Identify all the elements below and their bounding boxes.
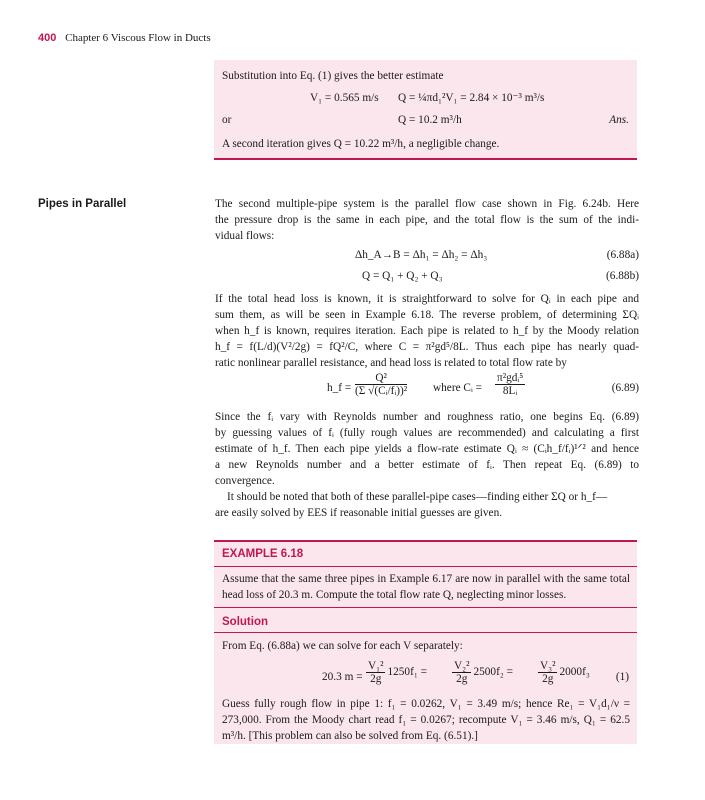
eq-689-denominator: (Σ √(Cᵢ/fᵢ))²	[355, 385, 408, 397]
t2-numerator: V₂²	[454, 660, 470, 672]
term-1	[364, 660, 427, 685]
term-2	[450, 660, 513, 685]
example-title-bar	[214, 542, 637, 566]
or-label: or	[222, 114, 232, 126]
solution-intro: From Eq. (6.88a) we can solve for each V separately:	[222, 640, 463, 652]
t2-coef: 2500f₂ =	[473, 666, 513, 679]
summary-bottom-rule	[214, 158, 637, 160]
second-iteration: A second iteration gives Q = 10.22 m³/h, a negligible change.	[222, 138, 500, 150]
c-numerator: π²gdᵢ⁵	[497, 372, 524, 384]
eq-689-number: (6.89)	[611, 382, 639, 394]
eq-688b-text: Q = Q₁ + Q₂ + Q₃	[362, 270, 443, 282]
para2-line: when h_f is known, requires iteration. Each pipe is related to h_f by the Moody relation	[215, 325, 639, 337]
para3-line: Since the fᵢ vary with Reynolds number and roughness ratio, one begins Eq. (6.89)	[215, 411, 639, 423]
solution-guess	[222, 696, 630, 744]
para3-line: by guessing values of fᵢ (fully rough values are recommended) and calculating a first	[215, 427, 639, 439]
equation-6-88b	[215, 268, 639, 284]
eq-688b-number: (6.88b)	[606, 270, 639, 282]
para1-line: The second multiple-pipe system is the parallel flow case shown in Fig. 6.24b. Here	[215, 198, 639, 210]
paragraph-1	[215, 196, 639, 244]
eq-689-where: where Cᵢ =	[433, 382, 482, 394]
guess-line: m³/h. [This problem can also be solved from Eq. (6.51).]	[222, 730, 478, 742]
ans-label: Ans.	[609, 114, 629, 126]
eq-688a-text: Δh_A→B = Δh₁ = Δh₂ = Δh₃	[355, 249, 488, 261]
page-number: 400	[38, 32, 57, 44]
guess-line: 273,000. From the Moody chart read f₁ = 0.0267; recompute V₁ = 3.46 m/s, Q₁ = 62.5	[222, 714, 630, 726]
eq-689-c-fraction	[493, 372, 527, 397]
summary-intro: Substitution into Eq. (1) gives the better estimate	[222, 70, 444, 82]
para2-line: h_f = f(L/d)(V²/2g) = fQ²/C, where C = π²gd⁵/8L. Thus each pipe has nearly quad-	[215, 341, 639, 353]
t3-denominator: 2g	[542, 673, 554, 685]
solution-box	[214, 608, 637, 744]
paragraph-2	[215, 291, 639, 371]
term-3	[536, 660, 590, 685]
eq-q1: Q = ¼πd₁²V₁ = 2.84 × 10⁻³ m³/s	[398, 92, 545, 104]
guess-line: Guess fully rough flow in pipe 1: f₁ = 0.0262, V₁ = 3.49 m/s; hence Re₁ = V₁d₁/ν =	[222, 698, 630, 710]
equation-6-88a	[215, 247, 639, 263]
example-statement-box	[214, 567, 637, 607]
eq1-number: (1)	[615, 671, 629, 683]
summary-box	[214, 60, 637, 158]
equation-6-89	[215, 372, 639, 404]
eq-689-numerator: Q²	[355, 372, 407, 385]
para3-line: convergence.	[215, 475, 275, 487]
eq-689-fraction	[353, 372, 409, 397]
paragraph-4	[215, 489, 639, 521]
eq-v1: V₁ = 0.565 m/s	[310, 92, 379, 104]
solution-title-rule	[214, 632, 637, 633]
c-denominator: 8Lᵢ	[502, 385, 518, 397]
example-statement	[222, 571, 630, 603]
t3-coef: 2000f₃	[559, 666, 590, 679]
solution-equation-1	[214, 660, 629, 692]
t1-numerator: V₁²	[368, 660, 384, 672]
para3-line: a new Reynolds number and a better estimate of fᵢ. Then repeat Eq. (6.89) to	[215, 459, 639, 471]
para1-line: the pressure drop is the same in each pipe, and the total flow is the sum of the indi-	[215, 214, 639, 226]
page-header	[38, 30, 211, 46]
solution-title: Solution	[222, 616, 268, 628]
eq-q2: Q = 10.2 m³/h	[398, 114, 462, 126]
t1-coef: 1250f₁ =	[387, 666, 427, 679]
para3-line: estimate of h_f. Then each pipe yields a flow-rate estimate Qᵢ ≈ (Cᵢh_f/fᵢ)¹ᐟ² and hence	[215, 443, 639, 455]
t3-numerator: V₃²	[540, 660, 556, 672]
example-title: EXAMPLE 6.18	[222, 548, 304, 560]
side-heading: Pipes in Parallel	[38, 198, 127, 210]
para4-line: are easily solved by EES if reasonable initial guesses are given.	[215, 507, 503, 519]
para2-line: ratic nonlinear parallel resistance, and head loss is related to total flow rate by	[215, 357, 567, 369]
statement-line: head loss of 20.3 m. Compute the total flow rate Q, neglecting minor losses.	[222, 589, 567, 601]
para2-line: sum them, as will be seen in Example 6.18. The reverse problem, of determining ΣQᵢ	[215, 309, 639, 321]
paragraph-3	[215, 409, 639, 489]
para4-line: It should be noted that both of these parallel-pipe cases—finding either ΣQ or h_f—	[227, 491, 608, 503]
eq1-lhs: 20.3 m =	[322, 671, 363, 683]
t2-denominator: 2g	[456, 673, 468, 685]
para1-line: vidual flows:	[215, 230, 275, 242]
para2-line: If the total head loss is known, it is straightforward to solve for Qᵢ in each pipe and	[215, 293, 639, 305]
chapter-title: Chapter 6 Viscous Flow in Ducts	[65, 32, 211, 44]
eq-688a-number: (6.88a)	[606, 249, 639, 261]
t1-denominator: 2g	[370, 673, 382, 685]
eq-689-lhs: h_f =	[327, 382, 352, 394]
statement-line: Assume that the same three pipes in Example 6.17 are now in parallel with the same total	[222, 573, 630, 585]
